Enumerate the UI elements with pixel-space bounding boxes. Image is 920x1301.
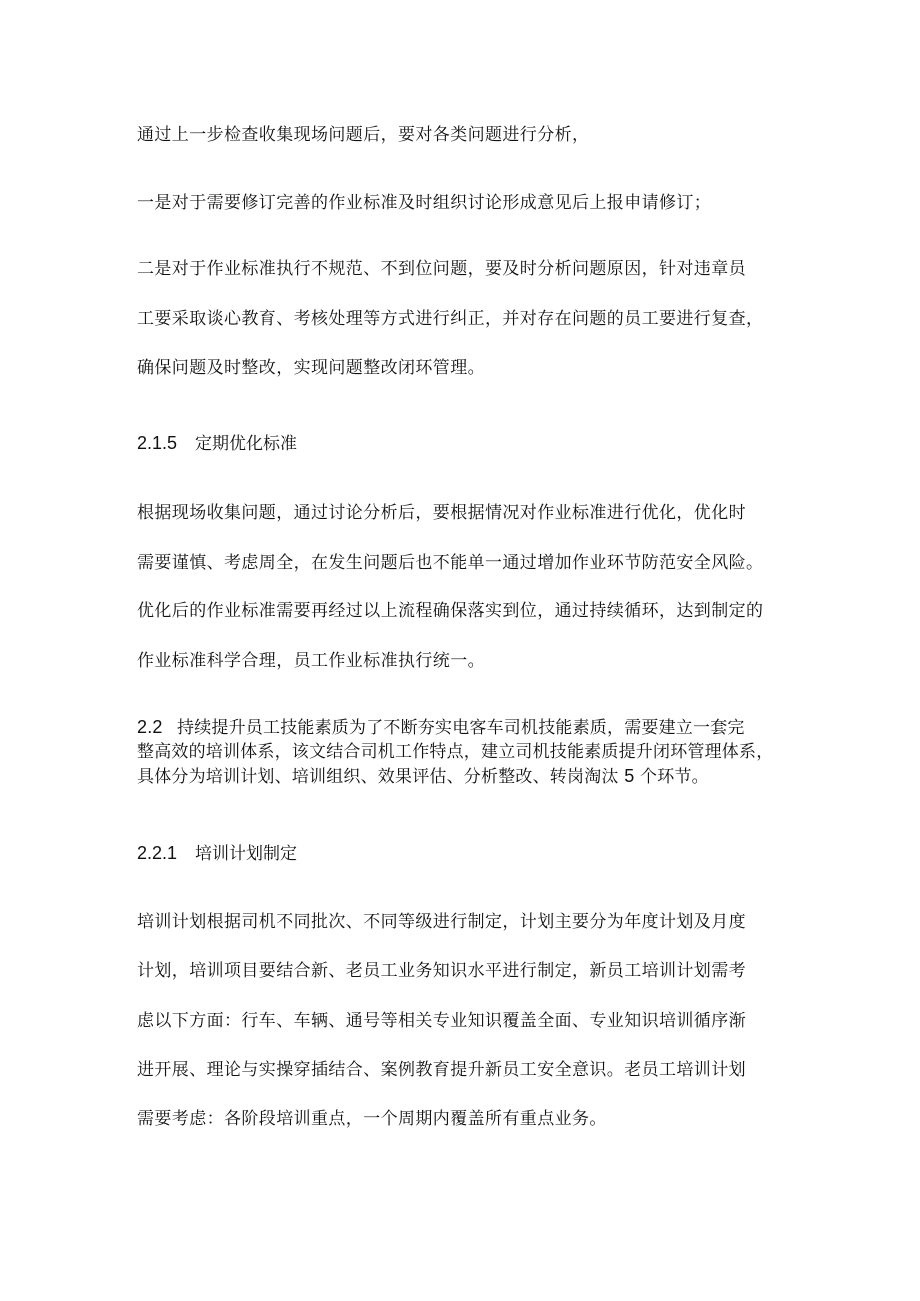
count-number: 5 (624, 766, 635, 786)
section-number: 2.2.1 (137, 843, 178, 863)
section-number: 2.2 (137, 717, 163, 737)
paragraph-line: 虑以下方面：行车、车辆、通号等相关专业知识覆盖全面、专业知识培训循序渐 (137, 1011, 746, 1031)
paragraph-line: 优化后的作业标准需要再经过以上流程确保落实到位，通过持续循环，达到制定的 (137, 601, 764, 621)
section-2-2 (137, 715, 773, 789)
paragraph-line: 工要采取谈心教育、考核处理等方式进行纠正，并对存在问题的员工要进行复查， (137, 309, 764, 329)
paragraph-line: 进开展、理论与实操穿插结合、案例教育提升新员工安全意识。老员工培训计划 (137, 1060, 746, 1080)
section-title: 定期优化标准 (195, 434, 297, 454)
section-heading (137, 432, 297, 455)
paragraph-line: 计划，培训项目要结合新、老员工业务知识水平进行制定，新员工培训计划需考 (137, 961, 746, 981)
paragraph-line: 一是对于需要修订完善的作业标准及时组织讨论形成意见后上报申请修订； (137, 193, 712, 213)
paragraph-line: 培训计划根据司机不同批次、不同等级进行制定，计划主要分为年度计划及月度 (137, 912, 746, 932)
section-number: 2.1.5 (137, 433, 178, 453)
paragraph-line: 个环节。 (640, 767, 709, 787)
paragraph-line: 具体分为培训计划、培训组织、效果评估、分析整改、转岗淘汰 (137, 767, 619, 787)
paragraph-line: 二是对于作业标准执行不规范、不到位问题，要及时分析问题原因，针对违章员 (137, 259, 746, 279)
paragraph-line: 根据现场收集问题，通过讨论分析后，要根据情况对作业标准进行优化，优化时 (137, 503, 746, 523)
paragraph-line: 作业标准科学合理，员工作业标准执行统一。 (137, 651, 485, 671)
paragraph-line: 通过上一步检查收集现场问题后，要对各类问题进行分析， (137, 125, 590, 145)
section-title: 培训计划制定 (195, 844, 297, 864)
section-heading (137, 842, 297, 865)
paragraph-line: 需要考虑：各阶段培训重点，一个周期内覆盖所有重点业务。 (137, 1109, 607, 1129)
paragraph-line: 需要谨慎、考虑周全，在发生问题后也不能单一通过增加作业环节防范安全风险。 (137, 553, 764, 573)
paragraph-line: 整高效的培训体系，该文结合司机工作特点，建立司机技能素质提升闭环管理体系， (137, 742, 774, 762)
paragraph-line: 持续提升员工技能素质为了不断夯实电客车司机技能素质，需要建立一套完 (177, 718, 745, 738)
paragraph-line: 确保问题及时整改，实现问题整改闭环管理。 (137, 358, 485, 378)
